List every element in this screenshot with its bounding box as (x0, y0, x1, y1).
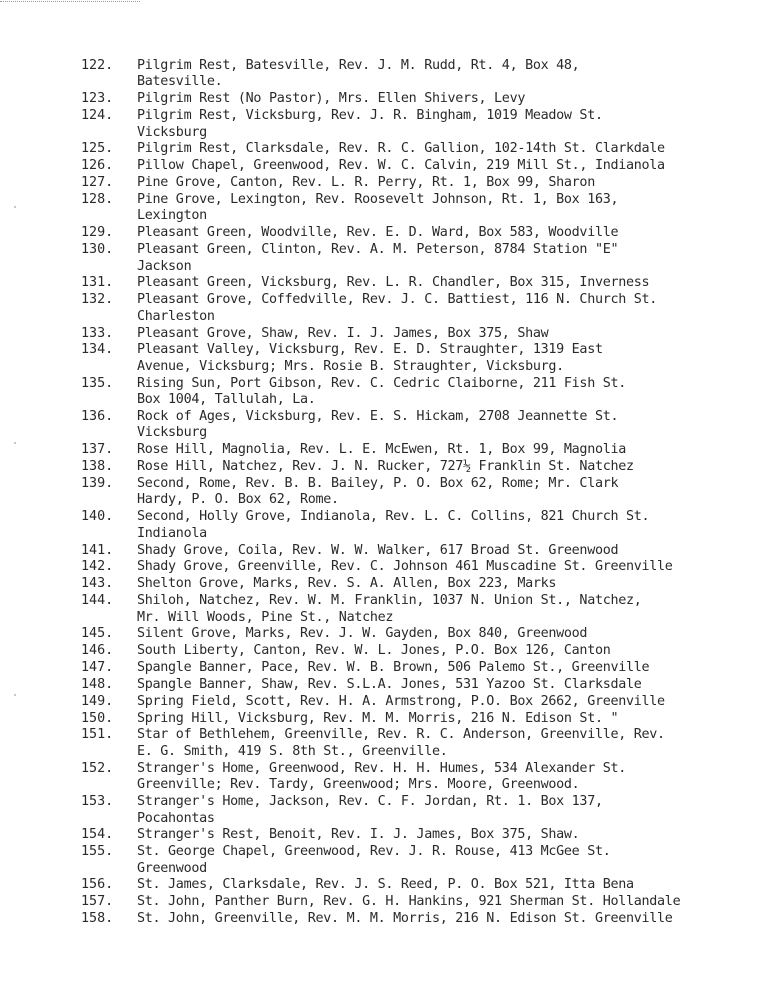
entry-line: Second, Rome, Rev. B. B. Bailey, P. O. Box 62, Rome; Mr. Clark (137, 475, 619, 491)
directory-entry (81, 141, 763, 157)
entry-continuation-line: Lexington (137, 208, 207, 224)
directory-entry (81, 643, 763, 659)
directory-entry (81, 158, 763, 174)
entry-text (137, 409, 763, 442)
entry-number: 148. (81, 676, 114, 692)
entry-number: 128. (81, 191, 114, 207)
directory-entry (81, 576, 763, 592)
entry-text (137, 442, 763, 458)
entry-number: 139. (81, 475, 114, 491)
entry-line: Pilgrim Rest, Vicksburg, Rev. J. R. Bingham, 1019 Meadow St. (137, 108, 603, 124)
entry-continuation-line: Vicksburg (137, 425, 207, 441)
entry-number: 127. (81, 175, 114, 191)
directory-entry (81, 543, 763, 559)
entry-line: Pleasant Grove, Shaw, Rev. I. J. James, Box 375, Shaw (137, 325, 549, 341)
entry-number: 132. (81, 292, 114, 308)
entry-number: 122. (81, 58, 114, 73)
entry-continuation-line: Greenwood (137, 860, 207, 876)
entry-number: 150. (81, 710, 114, 726)
entry-line: Rose Hill, Natchez, Rev. J. N. Rucker, 727½ Franklin St. Natchez (137, 459, 634, 475)
directory-entry (81, 175, 763, 191)
entry-number: 137. (81, 442, 114, 458)
directory-entry (81, 58, 763, 91)
entry-line: Pilgrim Rest (No Pastor), Mrs. Ellen Shivers, Levy (137, 91, 526, 107)
entry-number: 130. (81, 242, 114, 258)
entry-text (137, 677, 763, 693)
entry-continuation-line: Greenville; Rev. Tardy, Greenwood; Mrs. Moore, Greenwood. (137, 777, 580, 793)
entry-number: 146. (81, 643, 114, 659)
entry-line: St. John, Panther Burn, Rev. G. H. Hankins, 921 Sherman St. Hollandale (137, 894, 681, 910)
entry-line: Pine Grove, Lexington, Rev. Roosevelt Johnson, Rt. 1, Box 163, (137, 191, 619, 207)
entry-number: 155. (81, 844, 114, 860)
directory-entry (81, 476, 763, 509)
entry-number: 156. (81, 877, 114, 893)
entry-line: Spring Hill, Vicksburg, Rev. M. M. Morris, 216 N. Edison St. " (137, 710, 619, 726)
entry-line: Star of Bethlehem, Greenville, Rev. R. C. Anderson, Greenville, Rev. (137, 727, 665, 743)
entry-text (137, 158, 763, 174)
entry-line: Second, Holly Grove, Indianola, Rev. L. C. Collins, 821 Church St. (137, 509, 650, 525)
entry-continuation-line: Indianola (137, 525, 207, 541)
entry-text (137, 242, 763, 275)
entry-number: 154. (81, 827, 114, 843)
directory-entry (81, 911, 763, 927)
entry-number: 133. (81, 325, 114, 341)
entry-continuation-line: Mr. Will Woods, Pine St., Natchez (137, 609, 394, 625)
entry-continuation-line: Hardy, P. O. Box 62, Rome. (137, 492, 339, 508)
entry-text (137, 459, 763, 475)
entry-line: Stranger's Rest, Benoit, Rev. I. J. James, Box 375, Shaw. (137, 827, 580, 843)
entry-text (137, 376, 763, 409)
entry-line: Pleasant Green, Clinton, Rev. A. M. Peterson, 8784 Station "E" (137, 242, 619, 258)
entry-text (137, 911, 763, 927)
entry-number: 131. (81, 275, 114, 291)
directory-entry (81, 225, 763, 241)
entry-line: St. John, Greenville, Rev. M. M. Morris, 216 N. Edison St. Greenville (137, 911, 673, 927)
entry-number: 136. (81, 408, 114, 424)
entry-line: Spangle Banner, Shaw, Rev. S.L.A. Jones, 531 Yazoo St. Clarksdale (137, 676, 642, 692)
entry-text (137, 91, 763, 107)
entry-text (137, 141, 763, 157)
entry-line: Pleasant Grove, Coffedville, Rev. J. C. Battiest, 116 N. Church St. (137, 292, 658, 308)
directory-entry (81, 827, 763, 843)
entry-number: 149. (81, 693, 114, 709)
entry-number: 142. (81, 559, 114, 575)
entry-number: 152. (81, 760, 114, 776)
entry-line: Pleasant Green, Woodville, Rev. E. D. Ward, Box 583, Woodville (137, 225, 619, 241)
entry-text (137, 543, 763, 559)
entry-continuation-line: Vicksburg (137, 124, 207, 140)
directory-entry (81, 559, 763, 575)
entry-line: Shiloh, Natchez, Rev. W. M. Franklin, 1037 N. Union St., Natchez, (137, 593, 642, 609)
directory-entry (81, 727, 763, 760)
entry-line: Rose Hill, Magnolia, Rev. L. E. McEwen, Rt. 1, Box 99, Magnolia (137, 442, 626, 458)
directory-entry (81, 108, 763, 141)
entry-line: Shelton Grove, Marks, Rev. S. A. Allen, Box 223, Marks (137, 576, 557, 592)
entry-number: 123. (81, 91, 114, 107)
entry-text (137, 192, 763, 225)
entry-line: Spangle Banner, Pace, Rev. W. B. Brown, 506 Palemo St., Greenville (137, 660, 650, 676)
entry-number: 126. (81, 158, 114, 174)
entry-line: Stranger's Home, Greenwood, Rev. H. H. Humes, 534 Alexander St. (137, 760, 626, 776)
margin-speck (14, 442, 16, 444)
directory-entry (81, 275, 763, 291)
directory-entry (81, 342, 763, 375)
directory-entry (81, 242, 763, 275)
entry-number: 129. (81, 225, 114, 241)
entry-line: Shady Grove, Greenville, Rev. C. Johnson 461 Muscadine St. Greenville (137, 559, 673, 575)
entry-number: 141. (81, 542, 114, 558)
entry-line: Pine Grove, Canton, Rev. L. R. Perry, Rt. 1, Box 99, Sharon (137, 175, 595, 191)
entry-continuation-line: E. G. Smith, 419 S. 8th St., Greenville. (137, 743, 448, 759)
directory-entry (81, 459, 763, 475)
entry-number: 143. (81, 576, 114, 592)
directory-entry (81, 593, 763, 626)
entry-text (137, 626, 763, 642)
page-top-rule (0, 1, 140, 2)
entry-text (137, 509, 763, 542)
entry-line: Pleasant Valley, Vicksburg, Rev. E. D. Straughter, 1319 East (137, 342, 603, 358)
entry-text (137, 643, 763, 659)
directory-entry (81, 844, 763, 877)
entry-line: South Liberty, Canton, Rev. W. L. Jones, P.O. Box 126, Canton (137, 643, 611, 659)
entry-continuation-line: Batesville. (137, 74, 223, 90)
entry-line: Shady Grove, Coila, Rev. W. W. Walker, 617 Broad St. Greenwood (137, 542, 619, 558)
entry-line: Rising Sun, Port Gibson, Rev. C. Cedric Claiborne, 211 Fish St. (137, 375, 626, 391)
entry-number: 140. (81, 509, 114, 525)
entry-text (137, 844, 763, 877)
entry-line: Rock of Ages, Vicksburg, Rev. E. S. Hickam, 2708 Jeannette St. (137, 408, 619, 424)
entry-text (137, 108, 763, 141)
directory-entry (81, 376, 763, 409)
entry-text (137, 342, 763, 375)
entry-text (137, 894, 763, 910)
entry-number: 147. (81, 660, 114, 676)
entry-number: 158. (81, 911, 114, 927)
entry-continuation-line: Box 1004, Tallulah, La. (137, 392, 316, 408)
directory-entry (81, 326, 763, 342)
entry-text (137, 877, 763, 893)
entry-text (137, 58, 763, 91)
directory-entry (81, 91, 763, 107)
margin-speck (14, 206, 16, 208)
directory-entry (81, 761, 763, 794)
entry-text (137, 694, 763, 710)
entry-continuation-line: Pocahontas (137, 810, 215, 826)
entry-number: 145. (81, 626, 114, 642)
entry-number: 135. (81, 375, 114, 391)
entry-line: Spring Field, Scott, Rev. H. A. Armstrong, P.O. Box 2662, Greenville (137, 693, 665, 709)
entry-line: Pleasant Green, Vicksburg, Rev. L. R. Chandler, Box 315, Inverness (137, 275, 650, 291)
entry-text (137, 175, 763, 191)
entry-number: 157. (81, 894, 114, 910)
entry-text (137, 593, 763, 626)
entry-number: 151. (81, 727, 114, 743)
directory-entry (81, 677, 763, 693)
directory-entry (81, 509, 763, 542)
entry-line: Silent Grove, Marks, Rev. J. W. Gayden, Box 840, Greenwood (137, 626, 588, 642)
entry-line: St. James, Clarksdale, Rev. J. S. Reed, P. O. Box 521, Itta Bena (137, 877, 634, 893)
entry-text (137, 576, 763, 592)
directory-entry (81, 660, 763, 676)
entry-number: 153. (81, 794, 114, 810)
entry-text (137, 292, 763, 325)
entry-continuation-line: Charleston (137, 308, 215, 324)
church-directory-list (81, 58, 763, 928)
directory-entry (81, 442, 763, 458)
entry-line: St. George Chapel, Greenwood, Rev. J. R. Rouse, 413 McGee St. (137, 844, 611, 860)
entry-text (137, 225, 763, 241)
directory-entry (81, 794, 763, 827)
entry-text (137, 761, 763, 794)
margin-speck (14, 694, 16, 696)
directory-entry (81, 711, 763, 727)
entry-text (137, 711, 763, 727)
entry-text (137, 275, 763, 291)
directory-entry (81, 694, 763, 710)
entry-text (137, 727, 763, 760)
entry-number: 144. (81, 593, 114, 609)
entry-number: 138. (81, 459, 114, 475)
entry-number: 134. (81, 342, 114, 358)
entry-number: 125. (81, 141, 114, 157)
entry-line: Pilgrim Rest, Clarksdale, Rev. R. C. Gallion, 102-14th St. Clarkdale (137, 141, 665, 157)
entry-continuation-line: Avenue, Vicksburg; Mrs. Rosie B. Straughter, Vicksburg. (137, 358, 564, 374)
entry-line: Stranger's Home, Jackson, Rev. C. F. Jordan, Rt. 1. Box 137, (137, 794, 603, 810)
directory-entry (81, 292, 763, 325)
entry-text (137, 827, 763, 843)
entry-text (137, 476, 763, 509)
entry-text (137, 559, 763, 575)
entry-line: Pilgrim Rest, Batesville, Rev. J. M. Rudd, Rt. 4, Box 48, (137, 58, 580, 73)
directory-entry (81, 626, 763, 642)
entry-text (137, 660, 763, 676)
directory-entry (81, 192, 763, 225)
entry-text (137, 794, 763, 827)
entry-line: Pillow Chapel, Greenwood, Rev. W. C. Calvin, 219 Mill St., Indianola (137, 158, 665, 174)
directory-entry (81, 877, 763, 893)
directory-entry (81, 894, 763, 910)
entry-text (137, 326, 763, 342)
entry-continuation-line: Jackson (137, 258, 192, 274)
directory-entry (81, 409, 763, 442)
entry-number: 124. (81, 108, 114, 124)
